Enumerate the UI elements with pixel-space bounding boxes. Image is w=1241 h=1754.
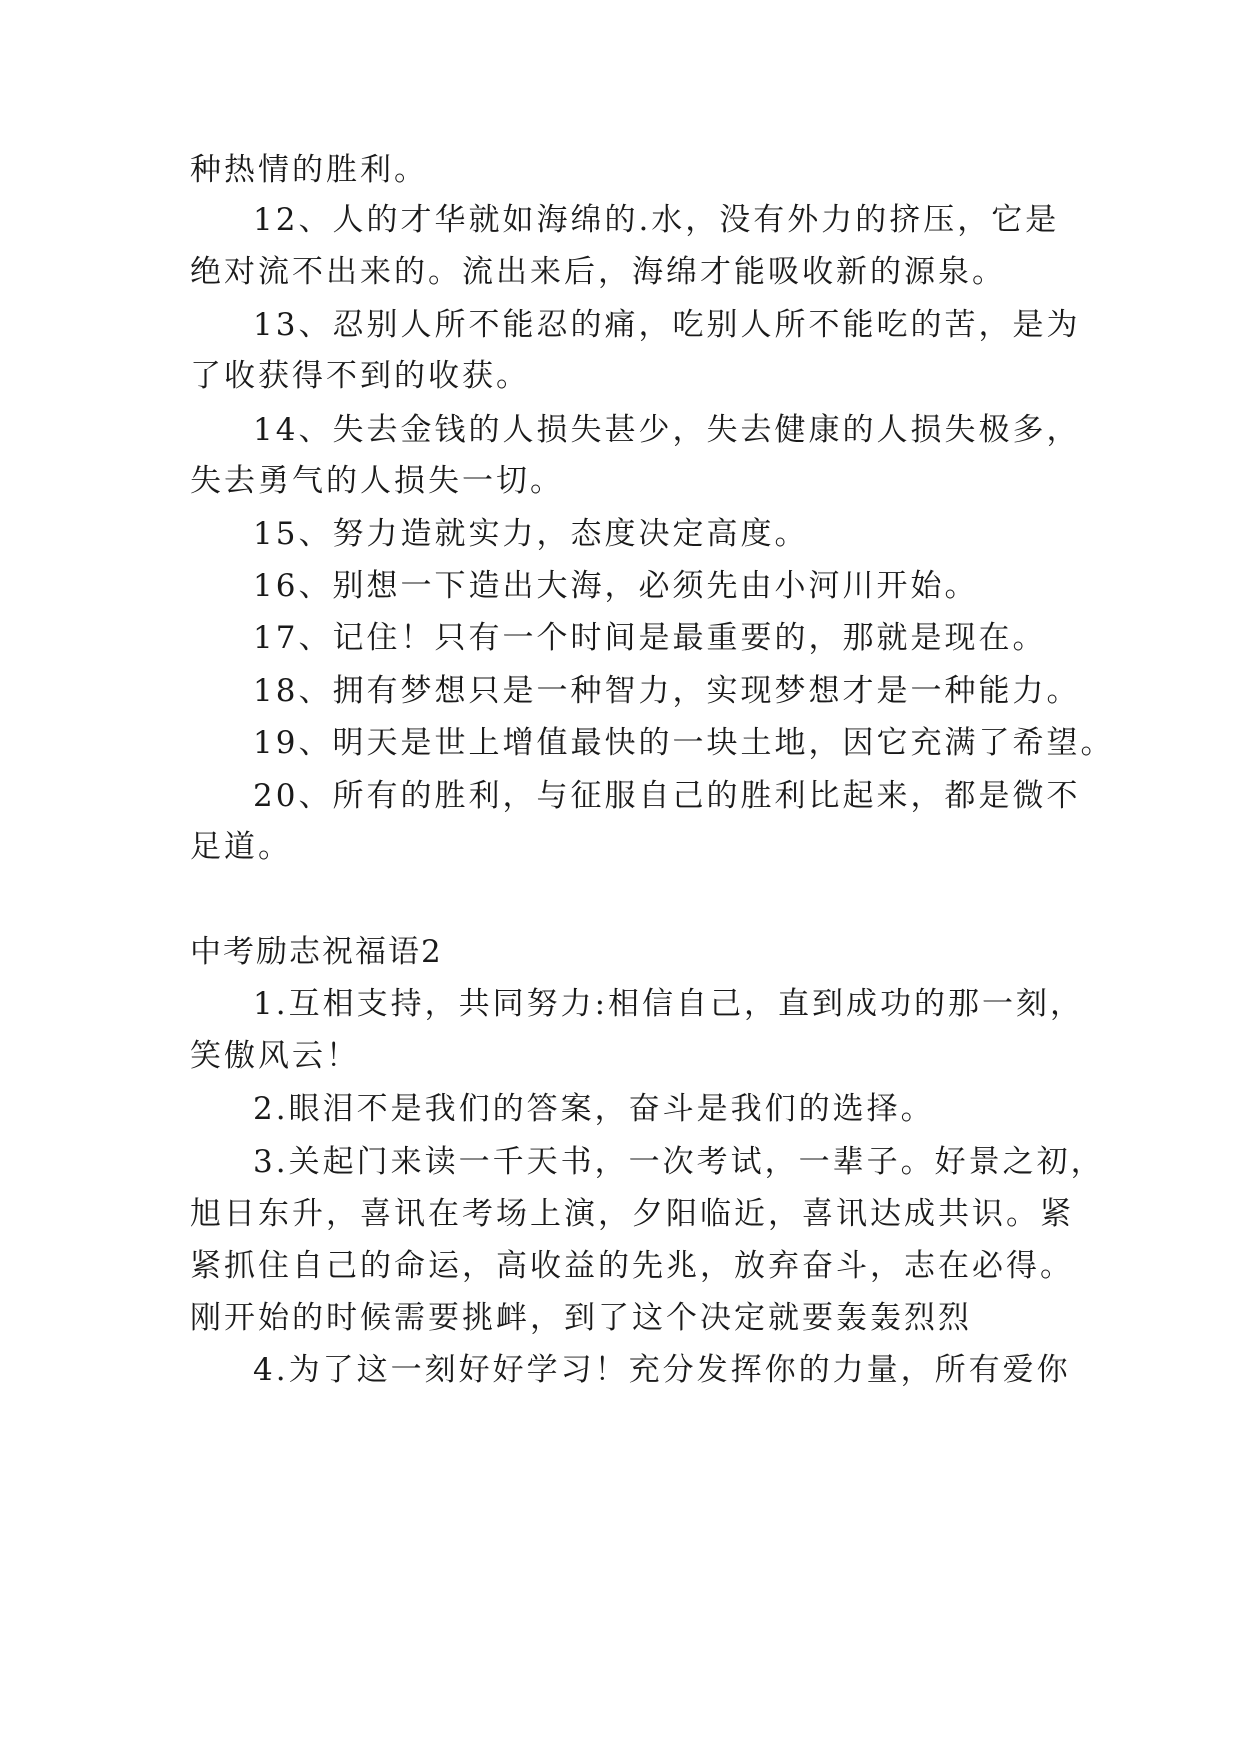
text-line: 了收获得不到的收获。	[190, 358, 530, 394]
text-line: 4.为了这一刻好好学习！充分发挥你的力量，所有爱你	[253, 1352, 1071, 1388]
text-line: 12、人的才华就如海绵的.水，没有外力的挤压，它是	[253, 202, 1060, 238]
text-line: 17、记住！只有一个时间是最重要的，那就是现在。	[253, 620, 1047, 656]
text-line: 绝对流不出来的。流出来后，海绵才能吸收新的源泉。	[190, 254, 1006, 290]
text-line: 20、所有的胜利，与征服自己的胜利比起来，都是微不	[253, 778, 1081, 814]
text-line: 刚开始的时候需要挑衅，到了这个决定就要轰轰烈烈	[190, 1300, 972, 1336]
text-line: 笑傲风云！	[190, 1038, 360, 1074]
text-line: 15、努力造就实力，态度决定高度。	[253, 516, 809, 552]
text-line: 19、明天是世上增值最快的一块土地，因它充满了希望。	[253, 725, 1115, 761]
text-line: 失去勇气的人损失一切。	[190, 463, 564, 499]
text-line: 2.眼泪不是我们的答案，奋斗是我们的选择。	[253, 1091, 935, 1127]
text-line: 14、失去金钱的人损失甚少，失去健康的人损失极多，	[253, 412, 1081, 448]
text-line: 足道。	[190, 829, 292, 865]
text-line: 3.关起门来读一千天书，一次考试，一辈子。好景之初，	[253, 1144, 1105, 1180]
text-line: 16、别想一下造出大海，必须先由小河川开始。	[253, 568, 979, 604]
section-heading: 中考励志祝福语2	[190, 934, 443, 970]
text-line: 种热情的胜利。	[190, 152, 428, 188]
text-line: 紧抓住自己的命运，高收益的先兆，放弃奋斗，志在必得。	[190, 1248, 1074, 1284]
text-line: 18、拥有梦想只是一种智力，实现梦想才是一种能力。	[253, 673, 1081, 709]
text-line: 旭日东升，喜讯在考场上演，夕阳临近，喜讯达成共识。紧	[190, 1196, 1074, 1232]
text-line: 13、忍别人所不能忍的痛，吃别人所不能吃的苦，是为	[253, 307, 1081, 343]
text-line: 1.互相支持，共同努力:相信自己，直到成功的那一刻，	[253, 986, 1085, 1022]
